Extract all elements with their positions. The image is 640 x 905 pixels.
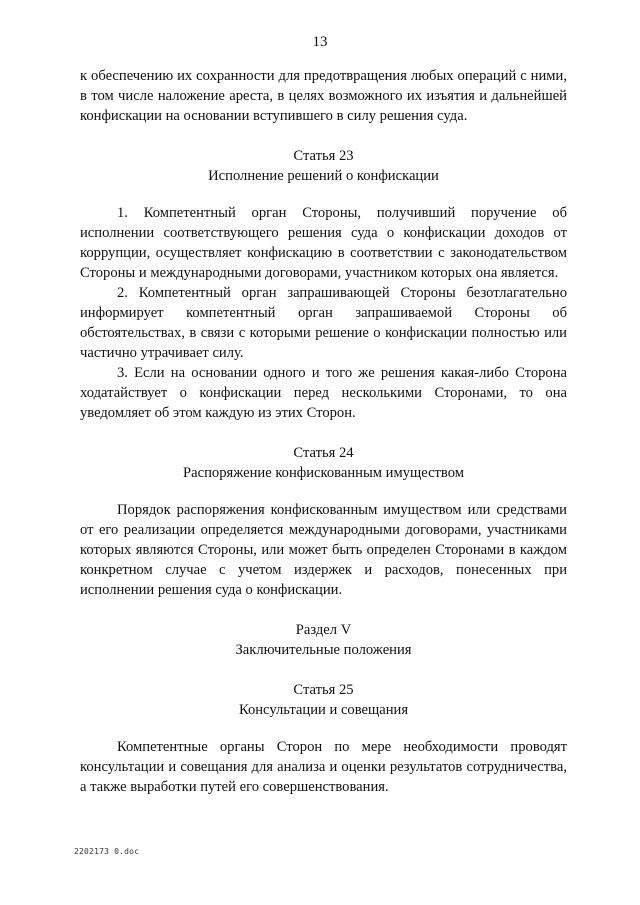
section-5-subtitle: Заключительные положения	[235, 642, 412, 658]
article-23-title: Статья 23	[293, 148, 354, 164]
page-number: 13	[312, 34, 328, 50]
section-5-title: Раздел V	[295, 622, 352, 638]
footer-file-reference: 2202173 0.doc	[74, 847, 140, 856]
article-23-subtitle: Исполнение решений о конфискации	[208, 168, 439, 184]
article-23-paragraph-2: 2. Компетентный орган запрашивающей Стороны безотлагательно информирует компетентный орган запрашиваемой Стороны об обстоятельствах, в связи с которыми решение о конфискации полностью или частично утрачивает силу.	[80, 285, 567, 361]
article-23-paragraph-1: 1. Компетентный орган Стороны, получивший поручение об исполнении соответствующего решения суда о конфискации доходов от коррупции, осуществляет конфискацию в соответствии с законодательством Стороны и международными договорами, участником которых она является.	[80, 205, 567, 281]
article-24-subtitle: Распоряжение конфискованным имуществом	[183, 465, 464, 481]
article-24-title: Статья 24	[293, 445, 354, 461]
article-23-paragraph-3: 3. Если на основании одного и того же решения какая-либо Сторона ходатайствует о конфискации перед несколькими Сторонами, то она уведомляет об этом каждую из этих Сторон.	[80, 365, 567, 421]
article-25-title: Статья 25	[293, 682, 354, 698]
article-25-paragraph: Компетентные органы Сторон по мере необходимости проводят консультации и совещания для анализа и оценки результатов сотрудничества, а также выработки путей его совершенствования.	[80, 739, 567, 795]
article-25-subtitle: Консультации и совещания	[238, 702, 409, 718]
article-24-paragraph: Порядок распоряжения конфискованным имуществом или средствами от его реализации определяется международными договорами, участниками которых являются Стороны, или может быть определен Сторонами в каждом конкретном случае с учетом издержек и расходов, понесенных при исполнении решения суда о конфискации.	[80, 502, 567, 598]
intro-paragraph: к обеспечению их сохранности для предотвращения любых операций с ними, в том числе наложение ареста, в целях возможного их изъятия и дальнейшей конфискации на основании вступившего в силу решения суда.	[80, 68, 567, 124]
document-body	[80, 66, 567, 797]
